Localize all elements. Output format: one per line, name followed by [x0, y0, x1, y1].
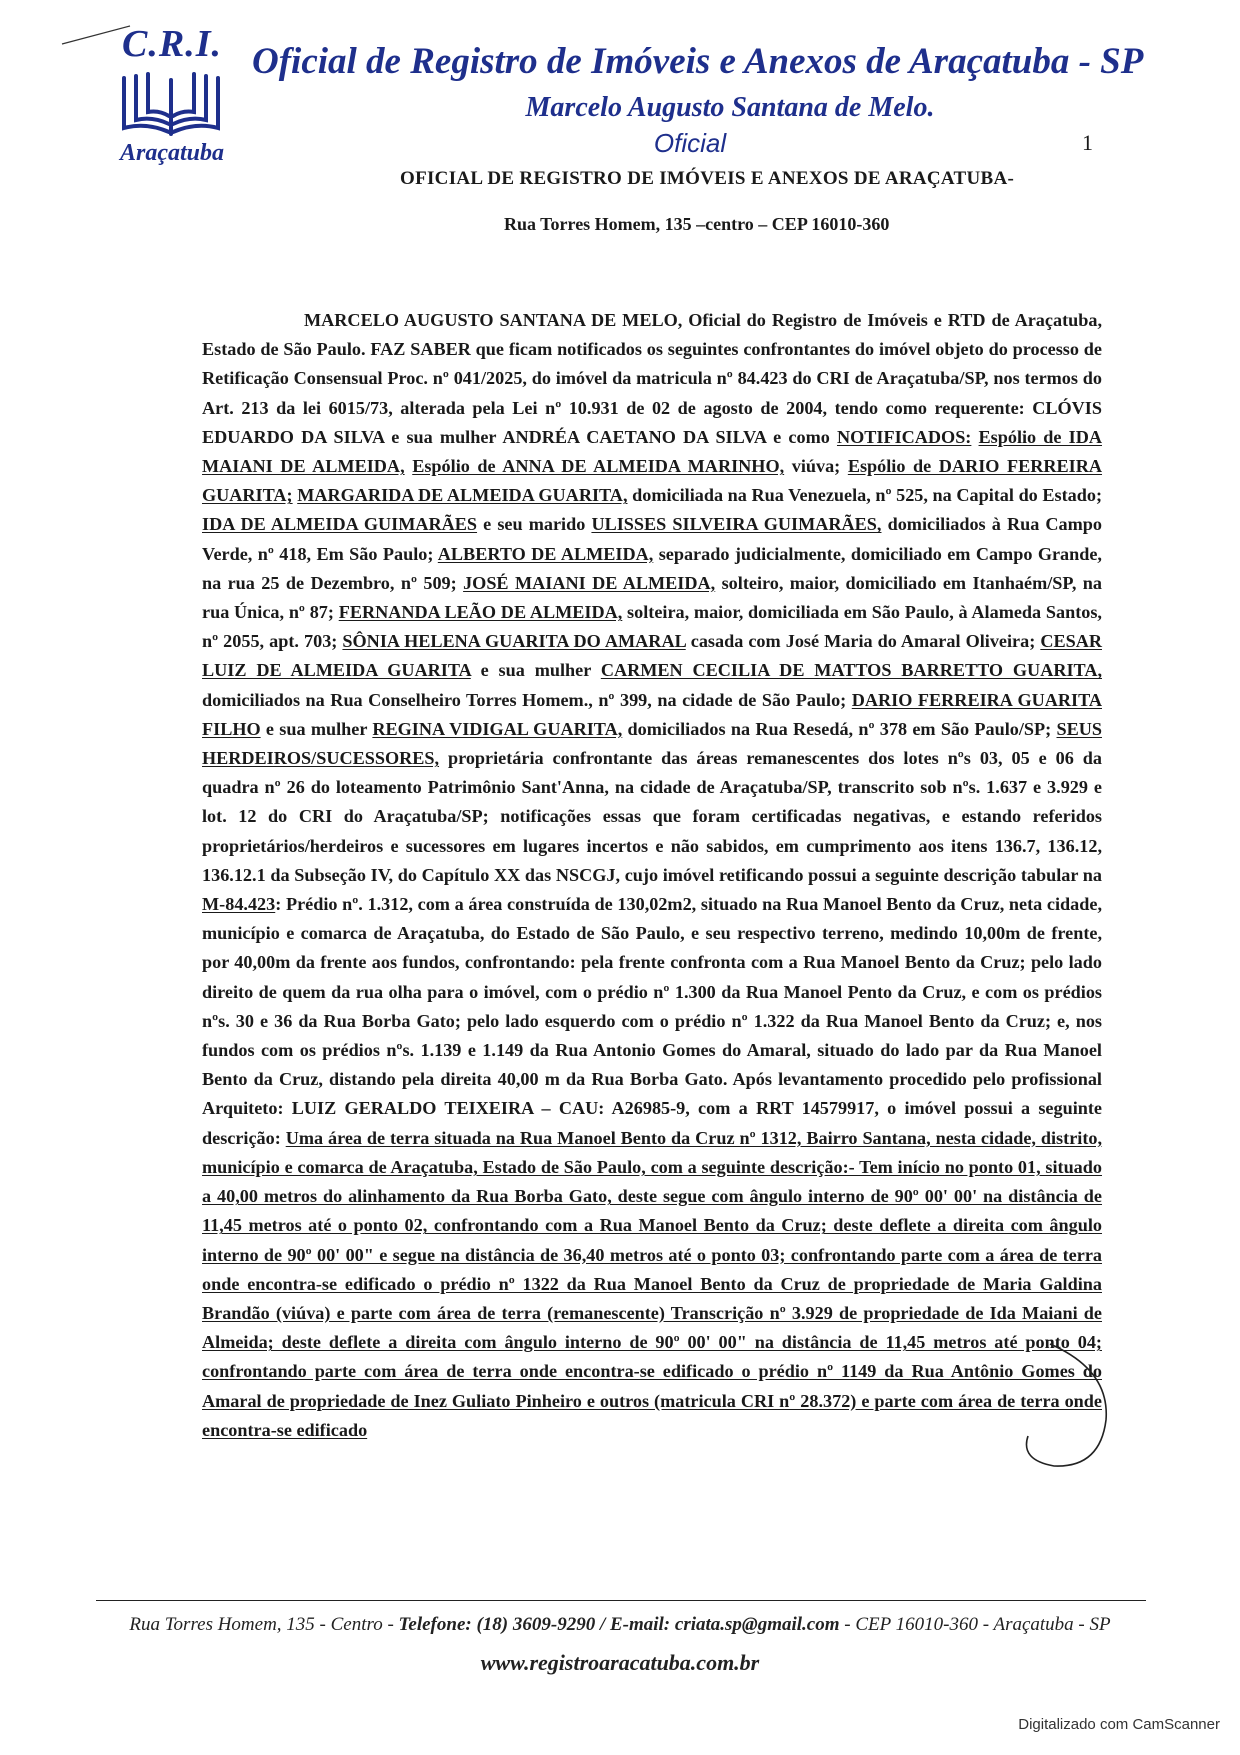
officer-role: Oficial — [653, 128, 727, 158]
text-run: e sua mulher — [260, 718, 373, 739]
text-run: : Prédio nº. 1.312, com a área construída de 130,02m2, situado na Rua Manoel Bento da Cruz, neta cidade, município e comarca de Araçatuba, do Estado de São Paulo, e seu respectivo terreno, medindo 10,00m de frente, por 40,00m da frente aos fundos, confrontando: pela frente confronta com a Rua Manoel Bento da Cruz; pelo lado direito de quem da rua olha para o imóvel, com o prédio nº 1.300 da Rua Manoel Pento da Cruz, e com os prédios nºs. 30 e 36 da Rua Borba Gato; pelo lado esquerdo com o prédio nº 1.322 da Rua Manoel Bento da Cruz; e, nos fundos com os prédios nºs. 1.139 e 1.149 da Rua Antonio Gomes do Amaral, situado do lado par da Rua Manoel Bento da Cruz, distando pela direita 40,00 m da Rua Borba Gato. Após levantamento procedido pelo profissional Arquiteto: LUIZ GERALDO TEIXEIRA – CAU: A26985-9, com a RRT 14579917, o imóvel possui a seguinte descrição: — [202, 894, 1102, 1148]
pen-circle-mark — [1010, 1340, 1120, 1480]
underlined-text: ULISSES SILVEIRA GUIMARÃES, — [591, 514, 882, 535]
footer-address — [0, 1614, 1240, 1636]
underlined-text: REGINA VIDIGAL GUARITA, — [372, 718, 623, 739]
officer-name-row — [0, 92, 1240, 124]
underlined-text: FERNANDA LEÃO DE ALMEIDA, — [338, 602, 623, 623]
body-paragraph — [202, 306, 1102, 1445]
footer-contact: Telefone: (18) 3609-9290 / E-mail: criata.sp@gmail.com — [398, 1614, 840, 1635]
text-run: casada com José Maria do Amaral Oliveira; — [685, 631, 1041, 652]
text-run: separado judicialmente, domiciliado em Campo Grande, na rua 25 de Dezembro, nº 509; — [202, 543, 1102, 593]
text-run: MARCELO AUGUSTO SANTANA DE MELO, Oficial do Registro de Imóveis e RTD de Araçatuba, Estado de São Paulo. FAZ SABER que ficam notificados os seguintes confrontantes do imóvel objeto do processo de Retificação Consensual Proc. nº 041/2025, do imóvel da matricula nº 84.423 do CRI de Araçatuba/SP, nos termos do Art. 213 da lei 6015/73, alterada pela Lei nº 10.931 de 02 de agosto de 2004, tendo como requerente: CLÓVIS EDUARDO DA SILVA e sua mulher ANDRÉA CAETANO DA SILVA e como — [202, 310, 1102, 447]
text-run: e sua mulher — [470, 660, 601, 681]
scanner-watermark: Digitalizado com CamScanner — [1018, 1716, 1220, 1733]
footer-address-a: Rua Torres Homem, 135 - Centro - — [129, 1614, 399, 1635]
underlined-text: Espólio de IDA MAIANI DE ALMEIDA, — [202, 426, 1102, 477]
underlined-text: DARIO FERREIRA GUARITA FILHO — [202, 689, 1102, 739]
text-run — [971, 427, 978, 447]
text-run: domiciliados à Rua Campo Verde, nº 418, Em São Paulo; — [202, 514, 1102, 564]
office-title: Oficial de Registro de Imóveis e Anexos de Araçatuba - SP — [252, 41, 1144, 82]
page-number: 1 — [1082, 130, 1093, 155]
text-run: proprietária confrontante das áreas remanescentes dos lotes nºs 03, 05 e 06 da quadra nº 26 do loteamento Patrimônio Sant'Anna, na cidade de Araçatuba/SP, transcrito sob nºs. 1.637 e 3.929 e lot. 12 do CRI do Araçatuba/SP; notificações essas que foram certificadas negativas, e estando referidos proprietários/herdeiros e sucessores em lugares incertos e não sabidos, em cumprimento aos itens 136.7, 136.12, 136.12.1 da Subseção IV, do Capítulo XX das NSCGJ, cujo imóvel retificando possui a seguinte descrição tabular na — [202, 748, 1102, 885]
logo-text: C.R.I. — [122, 23, 222, 65]
officer-role-row — [0, 128, 1240, 159]
underlined-text: IDA DE ALMEIDA GUIMARÃES — [202, 514, 478, 535]
text-run: domiciliados na Rua Conselheiro Torres Homem., nº 399, na cidade de São Paulo; — [202, 689, 852, 710]
footer-website[interactable]: www.registroaracatuba.com.br — [480, 1650, 760, 1675]
underlined-text: Espólio de ANNA DE ALMEIDA MARINHO, — [412, 456, 785, 477]
underlined-text: NOTIFICADOS: — [836, 426, 972, 447]
underlined-text: JOSÉ MAIANI DE ALMEIDA, — [463, 572, 716, 593]
underlined-text: Uma área de terra situada na Rua Manoel Bento da Cruz nº 1312, Bairro Santana, nesta cidade, distrito, município e comarca de Araçatuba, Estado de São Paulo, com a seguinte descrição:- Tem início no ponto 01, situado a 40,00 metros do alinhamento da Rua Borba Gato, deste segue com ângulo interno de 90º 00' 00' na distância de 11,45 metros até o ponto 02, confrontando com a Rua Manoel Bento da Cruz; deste deflete a direita com ângulo interno de 90º 00' 00" e segue na distância de 36,40 metros até o ponto 03; confrontando parte com a área de terra onde encontra-se edificado o prédio nº 1322 da Rua Manoel Bento da Cruz de propriedade de Maria Galdina Brandão (viúva) e parte com área de terra (remanescente) Transcrição nº 3.929 de propriedade de Ida Maiani de Almeida; deste deflete a direita com ângulo interno de 90º 00' 00" na distância de 11,45 metros até ponto 04; confrontando parte com área de terra onde encontra-se edificado o prédio nº 1149 da Rua Antônio Gomes do Amaral de propriedade de Inez Guliato Pinheiro e outros (matricula CRI nº 28.372) e parte com área de terra onde encontra-se edificado — [202, 1127, 1103, 1440]
text-run: solteira, maior, domiciliada em São Paulo, à Alameda Santos, nº 2055, apt. 703; — [202, 602, 1102, 652]
underlined-text: CESAR LUIZ DE ALMEIDA GUARITA — [202, 631, 1102, 681]
header-address: Rua Torres Homem, 135 –centro – CEP 16010-360 — [504, 214, 890, 234]
logo-city: Araçatuba — [119, 140, 224, 166]
underlined-text: Espólio de DARIO FERREIRA GUARITA; — [202, 456, 1103, 506]
underlined-text: SÔNIA HELENA GUARITA DO AMARAL — [342, 631, 686, 652]
document-subtitle: OFICIAL DE REGISTRO DE IMÓVEIS E ANEXOS DE ARAÇATUBA- — [400, 168, 1015, 189]
text-run: e seu marido — [477, 514, 592, 535]
underlined-text: M-84.423 — [202, 894, 276, 915]
text-run: domiciliada na Rua Venezuela, nº 525, na Capital do Estado; — [627, 485, 1103, 506]
footer-divider — [96, 1600, 1146, 1601]
text-run: solteiro, maior, domiciliado em Itanhaém/SP, na rua Única, nº 87; — [202, 572, 1103, 623]
footer-address-b: - CEP 16010-360 - Araçatuba - SP — [839, 1614, 1111, 1635]
text-run: viúva; — [784, 456, 848, 477]
underlined-text: ALBERTO DE ALMEIDA, — [437, 543, 654, 564]
underlined-text: CARMEN CECILIA DE MATTOS BARRETTO GUARITA, — [600, 660, 1102, 681]
underlined-text: MARGARIDA DE ALMEIDA GUARITA, — [297, 485, 628, 506]
edital-body — [202, 306, 1102, 1445]
underlined-text: SEUS HERDEIROS/SUCESSORES, — [202, 718, 1102, 769]
officer-name: Marcelo Augusto Santana de Melo. — [525, 92, 935, 123]
text-run: domiciliados na Rua Resedá, nº 378 em São Paulo/SP; — [622, 718, 1057, 739]
